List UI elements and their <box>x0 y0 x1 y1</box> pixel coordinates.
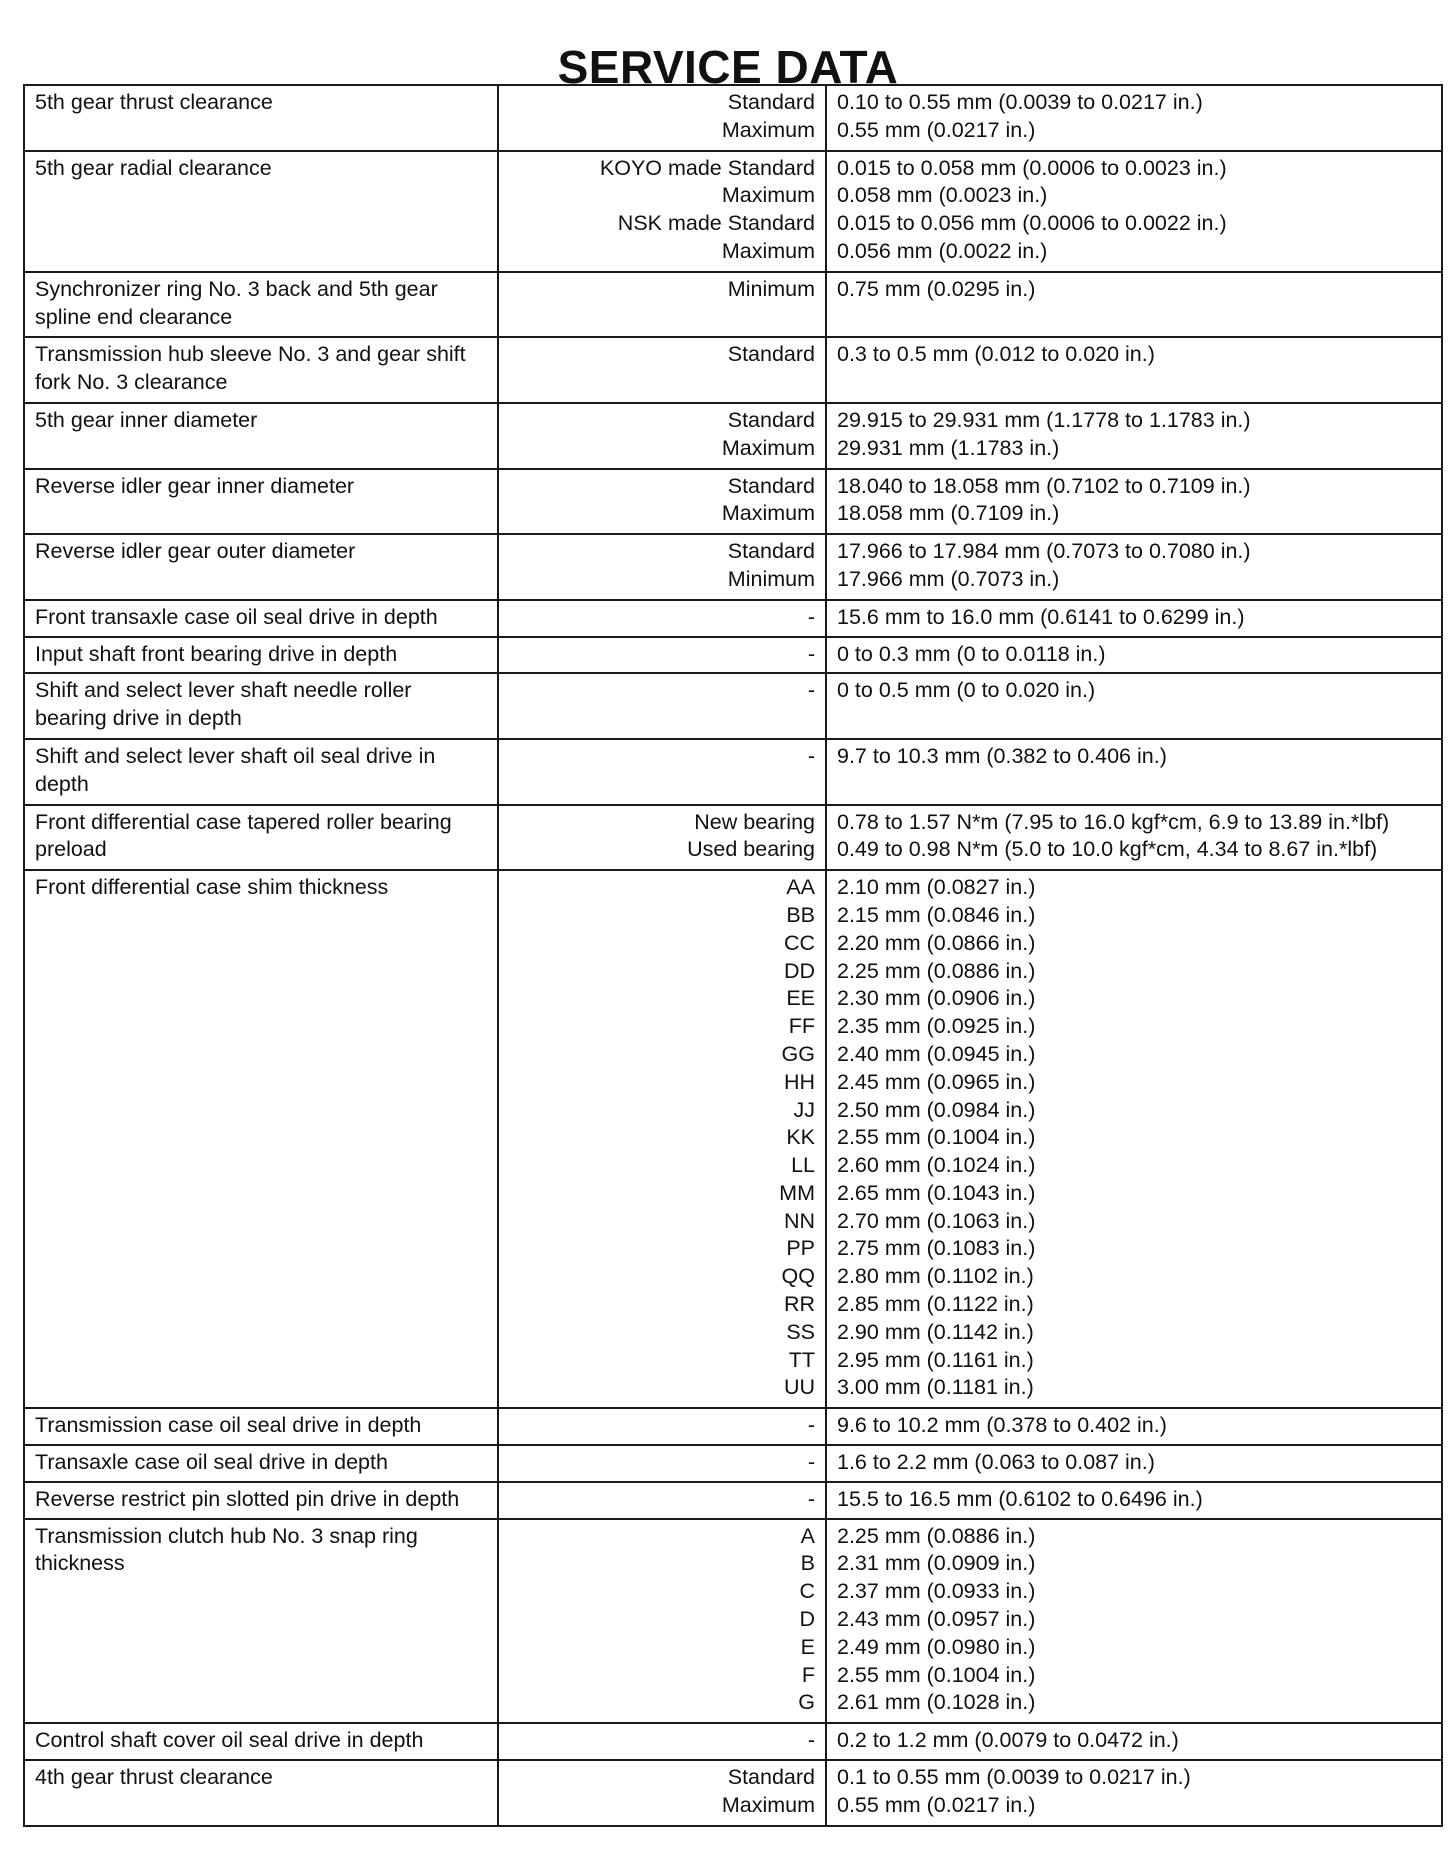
spec-value: 3.00 mm (0.1181 in.) <box>837 1375 1034 1400</box>
spec-value: 0 to 0.3 mm (0 to 0.0118 in.) <box>837 641 1106 666</box>
spec-value: 17.966 to 17.984 mm (0.7073 to 0.7080 in.) <box>837 539 1251 564</box>
item-cell <box>24 151 498 272</box>
item-label: 4th gear thrust clearance <box>35 1765 273 1790</box>
table-row <box>24 637 1442 674</box>
spec-value: 2.75 mm (0.1083 in.) <box>837 1236 1036 1261</box>
spec-value: 1.6 to 2.2 mm (0.063 to 0.087 in.) <box>837 1450 1155 1475</box>
spec-value: 2.25 mm (0.0886 in.) <box>837 1523 1036 1548</box>
spec-value: 2.85 mm (0.1122 in.) <box>837 1292 1034 1317</box>
spec-value: 2.65 mm (0.1043 in.) <box>837 1180 1036 1205</box>
condition-label: E <box>800 1634 815 1659</box>
spec-value: 2.40 mm (0.0945 in.) <box>837 1041 1036 1066</box>
item-label: Front differential case tapered roller bearing preload <box>35 809 452 862</box>
spec-value: 2.60 mm (0.1024 in.) <box>837 1153 1036 1178</box>
condition-label: - <box>807 678 815 703</box>
value-cell <box>826 1482 1442 1519</box>
spec-value: 9.6 to 10.2 mm (0.378 to 0.402 in.) <box>837 1413 1167 1438</box>
table-row <box>24 1445 1442 1482</box>
condition-label: KK <box>786 1125 815 1150</box>
condition-label: - <box>807 1450 815 1475</box>
item-label: Synchronizer ring No. 3 back and 5th gear spline end clearance <box>35 276 438 329</box>
item-label: Transmission case oil seal drive in depth <box>35 1413 422 1438</box>
condition-label: D <box>799 1607 815 1632</box>
spec-value: 0.3 to 0.5 mm (0.012 to 0.020 in.) <box>837 342 1155 367</box>
value-cell <box>826 337 1442 403</box>
page-title: SERVICE DATA <box>557 40 899 93</box>
condition-label: Minimum <box>727 276 815 301</box>
item-cell <box>24 1519 498 1724</box>
table-row <box>24 534 1442 600</box>
value-cell <box>826 805 1442 871</box>
value-cell <box>826 151 1442 272</box>
spec-value: 0.015 to 0.056 mm (0.0006 to 0.0022 in.) <box>837 211 1227 236</box>
value-cell <box>826 1519 1442 1724</box>
condition-label: DD <box>783 958 815 983</box>
table-row <box>24 805 1442 871</box>
item-cell <box>24 403 498 469</box>
condition-label: TT <box>788 1347 815 1372</box>
item-cell <box>24 739 498 805</box>
condition-label: LL <box>791 1153 815 1178</box>
condition-label: EE <box>786 986 815 1011</box>
condition-label: NSK made Standard <box>617 211 815 236</box>
item-label: Control shaft cover oil seal drive in depth <box>35 1728 424 1753</box>
spec-value: 2.70 mm (0.1063 in.) <box>837 1208 1036 1233</box>
condition-label: JJ <box>793 1097 815 1122</box>
item-cell <box>24 1408 498 1445</box>
condition-label: MM <box>779 1180 815 1205</box>
table-row <box>24 1482 1442 1519</box>
item-label: Reverse idler gear outer diameter <box>35 539 356 564</box>
value-cell <box>826 1445 1442 1482</box>
condition-cell <box>498 403 826 469</box>
table-row <box>24 600 1442 637</box>
value-cell <box>826 1723 1442 1760</box>
value-cell <box>826 85 1442 151</box>
value-cell <box>826 1760 1442 1826</box>
condition-label: Maximum <box>721 117 815 142</box>
spec-value: 29.931 mm (1.1783 in.) <box>837 435 1060 460</box>
condition-label: Maximum <box>721 183 815 208</box>
condition-label: Maximum <box>721 435 815 460</box>
spec-value: 17.966 mm (0.7073 in.) <box>837 566 1060 591</box>
condition-cell <box>498 673 826 739</box>
table-row <box>24 870 1442 1408</box>
condition-label: QQ <box>781 1264 815 1289</box>
value-cell <box>826 469 1442 535</box>
condition-label: HH <box>783 1069 815 1094</box>
condition-label: - <box>807 743 815 768</box>
condition-label: CC <box>783 930 815 955</box>
condition-label: G <box>798 1690 815 1715</box>
item-label: Reverse idler gear inner diameter <box>35 473 355 498</box>
item-cell <box>24 272 498 338</box>
item-label: 5th gear inner diameter <box>35 407 258 432</box>
spec-value: 2.45 mm (0.0965 in.) <box>837 1069 1036 1094</box>
condition-label: Minimum <box>727 566 815 591</box>
spec-value: 2.15 mm (0.0846 in.) <box>837 902 1036 927</box>
spec-value: 18.040 to 18.058 mm (0.7102 to 0.7109 in.) <box>837 473 1251 498</box>
table-row <box>24 1519 1442 1724</box>
item-label: Transaxle case oil seal drive in depth <box>35 1450 388 1475</box>
condition-label: BB <box>786 902 815 927</box>
service-data-table <box>23 84 1443 1827</box>
item-label: Input shaft front bearing drive in depth <box>35 641 398 666</box>
condition-label: Maximum <box>721 501 815 526</box>
value-cell <box>826 1408 1442 1445</box>
spec-value: 0.056 mm (0.0022 in.) <box>837 238 1048 263</box>
item-cell <box>24 1760 498 1826</box>
condition-label: C <box>799 1579 815 1604</box>
item-label: Shift and select lever shaft oil seal drive in depth <box>35 743 436 796</box>
condition-label: - <box>807 604 815 629</box>
spec-value: 2.30 mm (0.0906 in.) <box>837 986 1036 1011</box>
table-row <box>24 1760 1442 1826</box>
item-label: 5th gear thrust clearance <box>35 90 273 114</box>
value-cell <box>826 673 1442 739</box>
table-row <box>24 403 1442 469</box>
spec-value: 0.1 to 0.55 mm (0.0039 to 0.0217 in.) <box>837 1765 1191 1790</box>
spec-value: 2.90 mm (0.1142 in.) <box>837 1319 1034 1344</box>
condition-label: Maximum <box>721 1792 815 1817</box>
condition-cell <box>498 600 826 637</box>
condition-label: Standard <box>727 1765 815 1790</box>
condition-cell <box>498 85 826 151</box>
condition-label: PP <box>786 1236 815 1261</box>
spec-value: 0.015 to 0.058 mm (0.0006 to 0.0023 in.) <box>837 155 1227 180</box>
condition-label: NN <box>783 1208 815 1233</box>
condition-label: Maximum <box>721 238 815 263</box>
condition-label: Standard <box>727 473 815 498</box>
condition-cell <box>498 739 826 805</box>
item-label: 5th gear radial clearance <box>35 155 272 180</box>
item-label: Transmission hub sleeve No. 3 and gear shift fork No. 3 clearance <box>35 342 466 395</box>
spec-value: 29.915 to 29.931 mm (1.1778 to 1.1783 in.) <box>837 407 1251 432</box>
value-cell <box>826 534 1442 600</box>
item-cell <box>24 85 498 151</box>
item-cell <box>24 337 498 403</box>
item-label: Front differential case shim thickness <box>35 875 389 900</box>
spec-value: 15.5 to 16.5 mm (0.6102 to 0.6496 in.) <box>837 1486 1203 1511</box>
spec-value: 0.78 to 1.57 N*m (7.95 to 16.0 kgf*cm, 6.9 to 13.89 in.*lbf) <box>837 809 1390 834</box>
item-cell <box>24 805 498 871</box>
condition-label: UU <box>783 1375 815 1400</box>
condition-label: Standard <box>727 342 815 367</box>
condition-cell <box>498 469 826 535</box>
spec-value: 15.6 mm to 16.0 mm (0.6141 to 0.6299 in.) <box>837 604 1245 629</box>
condition-cell <box>498 805 826 871</box>
spec-value: 2.31 mm (0.0909 in.) <box>837 1551 1036 1576</box>
service-data-table-body <box>24 85 1442 1826</box>
condition-label: - <box>807 641 815 666</box>
spec-value: 0.058 mm (0.0023 in.) <box>837 183 1048 208</box>
condition-cell <box>498 1408 826 1445</box>
table-row <box>24 673 1442 739</box>
condition-label: F <box>801 1662 815 1687</box>
spec-value: 2.35 mm (0.0925 in.) <box>837 1014 1036 1039</box>
item-cell <box>24 534 498 600</box>
condition-cell <box>498 272 826 338</box>
condition-label: KOYO made Standard <box>599 155 815 180</box>
condition-cell <box>498 870 826 1408</box>
condition-label: - <box>807 1728 815 1753</box>
condition-cell <box>498 1445 826 1482</box>
item-label: Front transaxle case oil seal drive in depth <box>35 604 438 629</box>
spec-value: 2.20 mm (0.0866 in.) <box>837 930 1036 955</box>
value-cell <box>826 870 1442 1408</box>
condition-label: Standard <box>727 539 815 564</box>
condition-cell <box>498 1760 826 1826</box>
table-row <box>24 469 1442 535</box>
spec-value: 18.058 mm (0.7109 in.) <box>837 501 1060 526</box>
spec-value: 0.55 mm (0.0217 in.) <box>837 1792 1036 1817</box>
condition-cell <box>498 1723 826 1760</box>
spec-value: 2.55 mm (0.1004 in.) <box>837 1662 1036 1687</box>
condition-label: Used bearing <box>687 837 815 862</box>
condition-cell <box>498 1519 826 1724</box>
spec-value: 0.75 mm (0.0295 in.) <box>837 276 1036 301</box>
table-row <box>24 337 1442 403</box>
condition-label: - <box>807 1486 815 1511</box>
spec-value: 0.2 to 1.2 mm (0.0079 to 0.0472 in.) <box>837 1728 1179 1753</box>
item-cell <box>24 1723 498 1760</box>
item-label: Shift and select lever shaft needle roller bearing drive in depth <box>35 678 412 731</box>
table-row <box>24 85 1442 151</box>
spec-value: 0.55 mm (0.0217 in.) <box>837 117 1036 142</box>
condition-label: B <box>800 1551 815 1576</box>
spec-value: 9.7 to 10.3 mm (0.382 to 0.406 in.) <box>837 743 1167 768</box>
value-cell <box>826 272 1442 338</box>
condition-label: SS <box>786 1319 815 1344</box>
spec-value: 0 to 0.5 mm (0 to 0.020 in.) <box>837 678 1096 703</box>
item-cell <box>24 673 498 739</box>
spec-value: 2.61 mm (0.1028 in.) <box>837 1690 1036 1715</box>
condition-label: GG <box>781 1041 815 1066</box>
item-cell <box>24 637 498 674</box>
condition-label: AA <box>786 875 815 900</box>
item-cell <box>24 1445 498 1482</box>
condition-label: FF <box>788 1014 815 1039</box>
condition-cell <box>498 151 826 272</box>
condition-cell <box>498 534 826 600</box>
spec-value: 2.95 mm (0.1161 in.) <box>837 1347 1034 1372</box>
spec-value: 2.37 mm (0.0933 in.) <box>837 1579 1036 1604</box>
condition-label: New bearing <box>694 809 815 834</box>
condition-label: - <box>807 1413 815 1438</box>
spec-value: 2.80 mm (0.1102 in.) <box>837 1264 1034 1289</box>
item-cell <box>24 600 498 637</box>
table-row <box>24 151 1442 272</box>
spec-value: 2.49 mm (0.0980 in.) <box>837 1634 1036 1659</box>
condition-cell <box>498 1482 826 1519</box>
item-cell <box>24 1482 498 1519</box>
spec-value: 2.50 mm (0.0984 in.) <box>837 1097 1036 1122</box>
item-label: Transmission clutch hub No. 3 snap ring thickness <box>35 1523 418 1576</box>
table-row <box>24 1408 1442 1445</box>
condition-label: Standard <box>727 90 815 114</box>
condition-label: Standard <box>727 407 815 432</box>
table-row <box>24 739 1442 805</box>
item-cell <box>24 870 498 1408</box>
spec-value: 2.25 mm (0.0886 in.) <box>837 958 1036 983</box>
spec-value: 2.55 mm (0.1004 in.) <box>837 1125 1036 1150</box>
table-row <box>24 1723 1442 1760</box>
item-cell <box>24 469 498 535</box>
condition-cell <box>498 637 826 674</box>
value-cell <box>826 403 1442 469</box>
condition-cell <box>498 337 826 403</box>
table-row <box>24 272 1442 338</box>
spec-value: 0.49 to 0.98 N*m (5.0 to 10.0 kgf*cm, 4.34 to 8.67 in.*lbf) <box>837 837 1378 862</box>
spec-value: 2.10 mm (0.0827 in.) <box>837 875 1036 900</box>
item-label: Reverse restrict pin slotted pin drive in depth <box>35 1486 460 1511</box>
spec-value: 2.43 mm (0.0957 in.) <box>837 1607 1036 1632</box>
value-cell <box>826 637 1442 674</box>
value-cell <box>826 739 1442 805</box>
condition-label: A <box>800 1523 815 1548</box>
value-cell <box>826 600 1442 637</box>
condition-label: RR <box>783 1292 815 1317</box>
spec-value: 0.10 to 0.55 mm (0.0039 to 0.0217 in.) <box>837 90 1203 114</box>
